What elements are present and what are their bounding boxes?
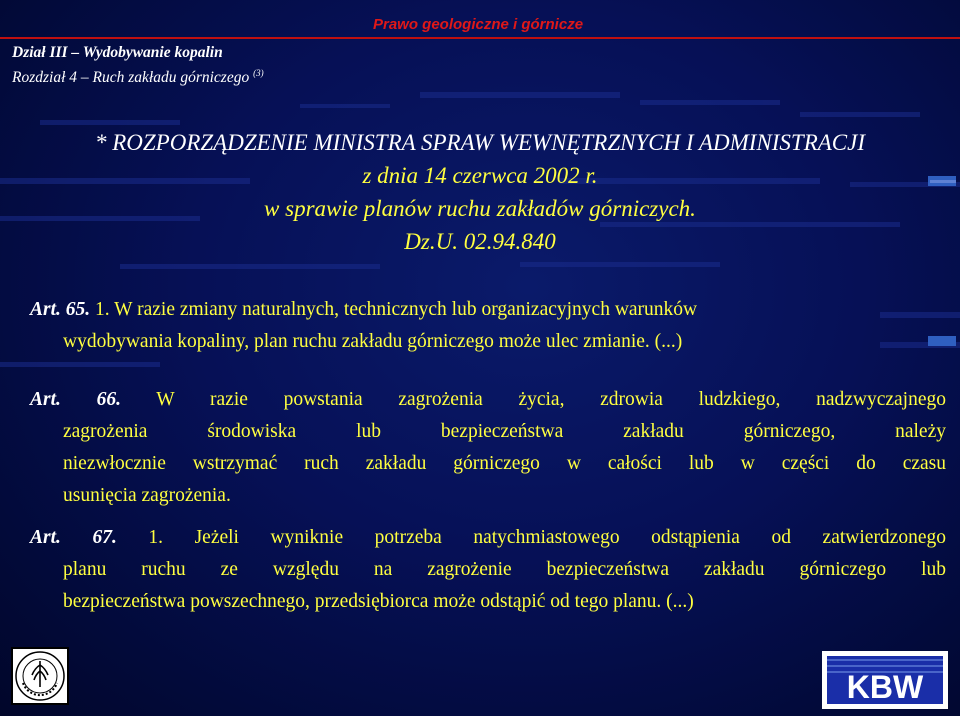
university-logo [11,647,69,705]
section-title: Dział III – Wydobywanie kopalin [12,44,223,61]
article-label: Art. 67. [30,527,117,548]
header-divider [0,37,960,39]
article-text-line: bezpieczeństwa powszechnego, przedsiębiorca może odstąpić od tego planu. (...) [63,591,694,612]
regulation-heading [0,126,960,258]
chapter-footnote-ref: (3) [253,68,264,78]
document-title: Prawo geologiczne i górnicze [373,16,584,33]
article-text-line: planu ruchu ze względu na zagrożenie bezpieczeństwa zakładu górniczego lub [63,559,946,580]
regulation-date: z dnia 14 czerwca 2002 r. [362,163,598,188]
article-65 [30,294,946,358]
regulation-title: * ROZPORZĄDZENIE MINISTRA SPRAW WEWNĘTRZNYCH I ADMINISTRACJI [94,130,866,155]
article-text-line: zagrożenia środowiska lub bezpieczeństwa zakładu górniczego, należy [63,421,946,442]
article-label: Art. 66. [30,389,121,410]
article-text-line: W razie zmiany naturalnych, technicznych lub organizacyjnych warunków [114,299,698,320]
section-heading [12,43,264,88]
article-text-line: niezwłocznie wstrzymać ruch zakładu górniczego w całości lub w części do czasu [63,453,946,474]
kbw-logo [822,651,948,709]
regulation-reference: Dz.U. 02.94.840 [404,229,556,254]
article-text-line: Jeżeli wyniknie potrzeba natychmiastowego odstąpienia od zatwierdzonego [194,527,946,548]
chapter-title: Rozdział 4 – Ruch zakładu górniczego [12,69,250,87]
article-text-line: wydobywania kopaliny, plan ruchu zakładu górniczego może ulec zmianie. (...) [63,331,683,352]
article-66 [30,384,946,512]
article-paragraph-number: 1. [148,527,164,548]
article-67 [30,522,946,618]
article-paragraph-number: 1. [95,299,110,320]
regulation-subject: w sprawie planów ruchu zakładów górniczych. [264,196,696,221]
kbw-logo-text: KBW [846,669,924,705]
article-text-line: W razie powstania zagrożenia życia, zdrowia ludzkiego, nadzwyczajnego [156,389,947,410]
article-text-line: usunięcia zagrożenia. [63,485,231,506]
article-label: Art. 65. [30,299,91,320]
